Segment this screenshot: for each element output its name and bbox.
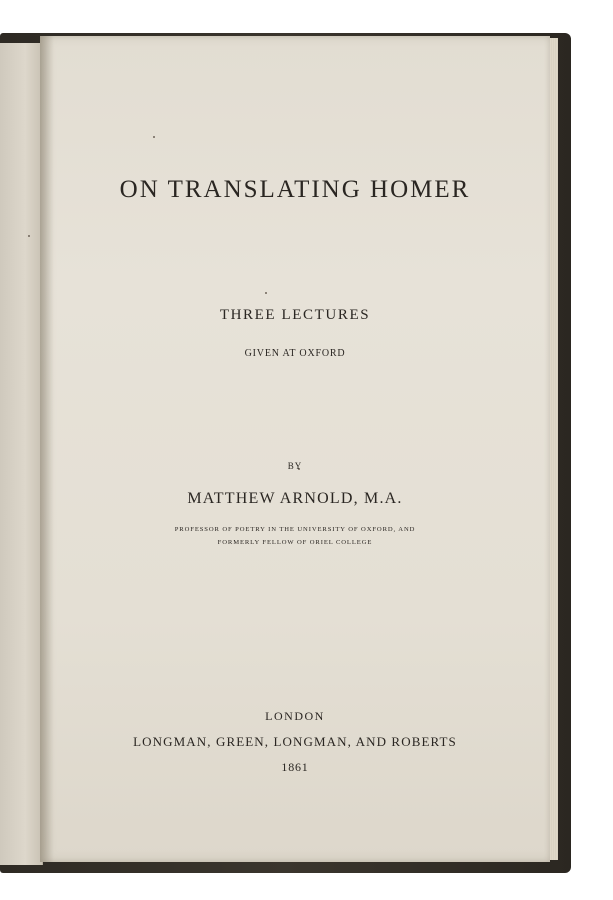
author-name: MATTHEW ARNOLD, M.A. — [187, 490, 403, 507]
publication-city: LONDON — [265, 709, 325, 723]
by-line: BY — [287, 461, 303, 471]
paper-speck — [265, 292, 267, 294]
book-subtitle: THREE LECTURES — [219, 307, 371, 323]
book-title: ON TRANSLATING HOMER — [119, 176, 471, 203]
left-endpaper — [0, 43, 43, 865]
paper-speck — [153, 136, 155, 138]
given-at-line: GIVEN AT OXFORD — [244, 348, 346, 359]
author-credentials-line-1: PROFESSOR OF POETRY IN THE UNIVERSITY OF OXFORD, AND — [174, 526, 416, 533]
publication-year: 1861 — [281, 760, 309, 774]
publisher-name: LONGMAN, GREEN, LONGMAN, AND ROBERTS — [133, 734, 457, 749]
author-credentials-line-2: FORMERLY FELLOW OF ORIEL COLLEGE — [217, 539, 373, 546]
paper-speck — [28, 235, 30, 237]
